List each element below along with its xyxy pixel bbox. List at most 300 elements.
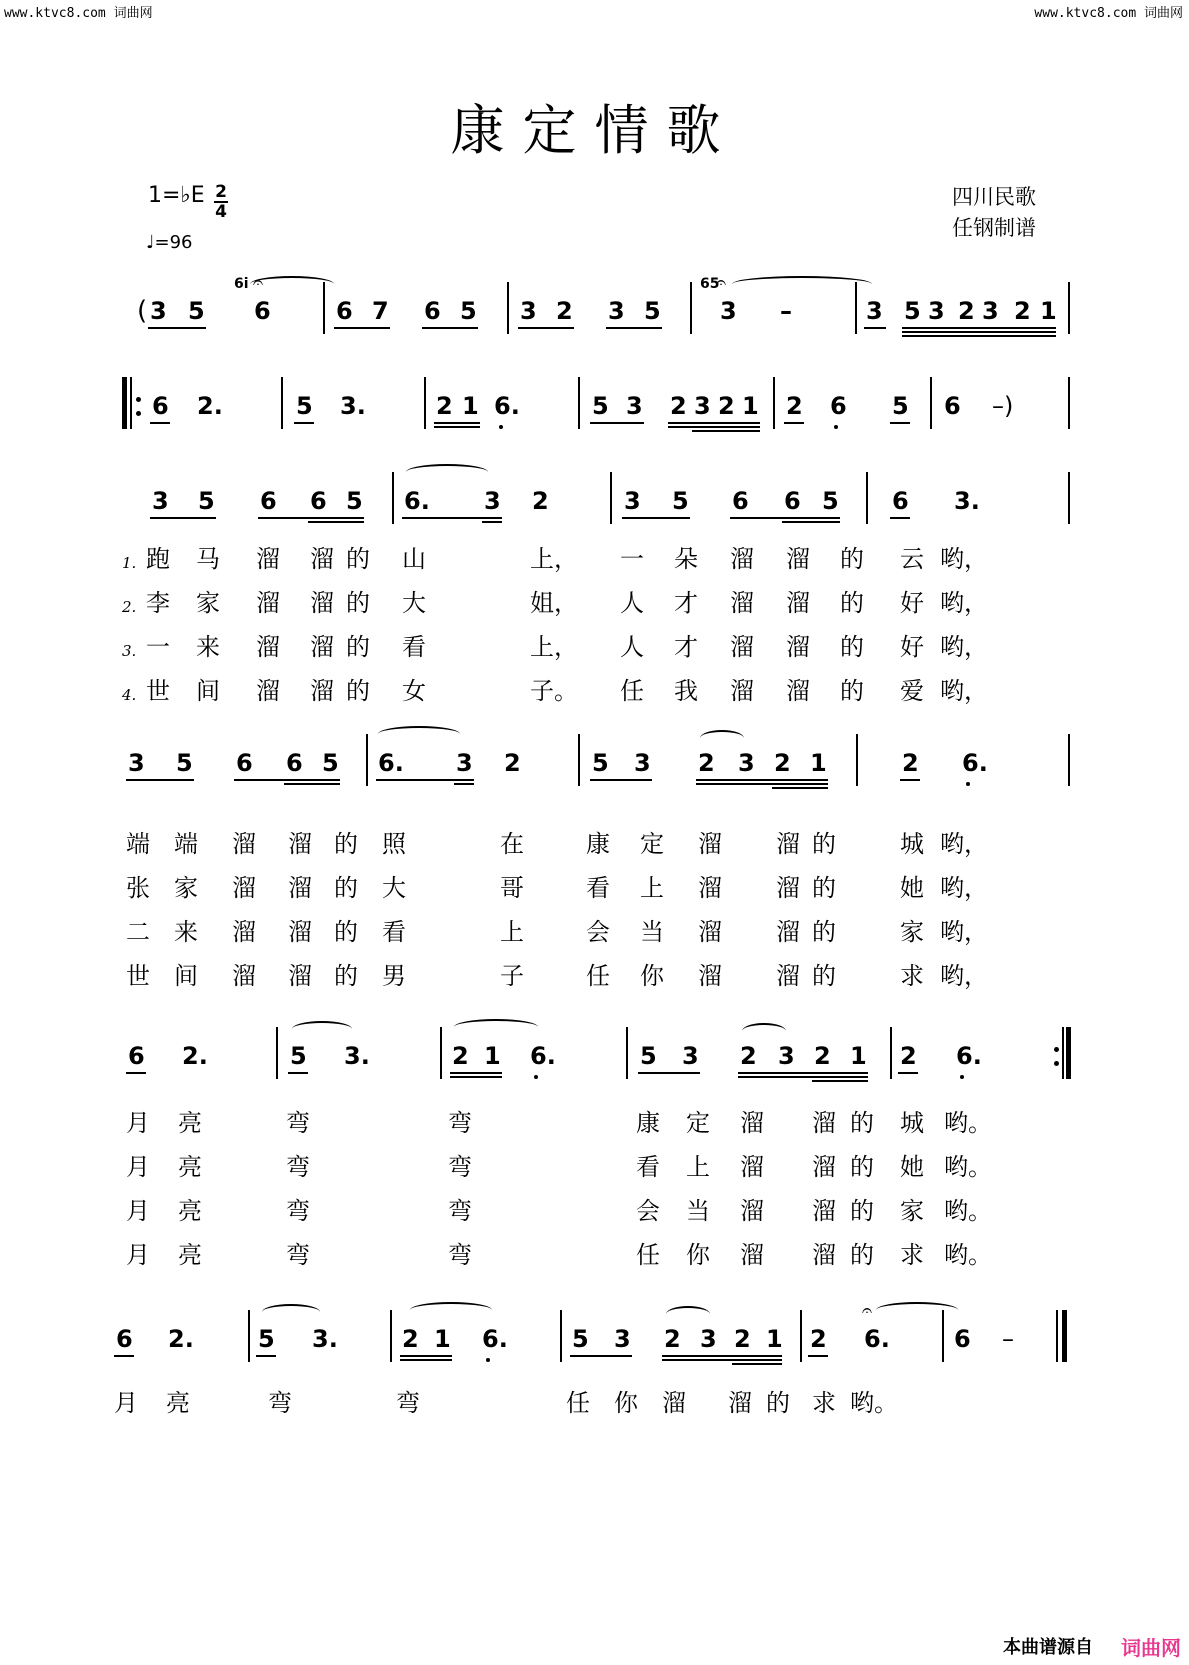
note: 6. bbox=[378, 749, 404, 777]
note: 2 bbox=[402, 1325, 419, 1353]
note: 6. bbox=[404, 487, 430, 515]
underline bbox=[126, 779, 194, 781]
lyric-char: 溜 bbox=[786, 677, 810, 705]
lyric-char: 溜 bbox=[812, 1197, 836, 1225]
lyric-char: 亮 bbox=[178, 1109, 202, 1137]
underline bbox=[150, 422, 170, 424]
slur bbox=[406, 464, 488, 480]
lyric-char: 溜 bbox=[698, 830, 722, 858]
note: 3 bbox=[624, 487, 641, 515]
barline bbox=[276, 1027, 278, 1079]
note: 2 bbox=[814, 1042, 831, 1070]
repeat-barline bbox=[122, 377, 127, 429]
note: 5 bbox=[822, 487, 839, 515]
note: 1 bbox=[434, 1325, 451, 1353]
lyric-char: 溜 bbox=[232, 830, 256, 858]
note: 2 bbox=[810, 1325, 827, 1353]
lyric-char: 溜 bbox=[776, 918, 800, 946]
note: 5 bbox=[592, 749, 609, 777]
score-line-3 bbox=[0, 486, 1189, 546]
lyric-char: 看 bbox=[636, 1153, 660, 1181]
slur bbox=[292, 1021, 352, 1037]
slur bbox=[732, 276, 872, 292]
lyric-char: 当 bbox=[686, 1197, 710, 1225]
note: 2 bbox=[718, 392, 735, 420]
score-line-1 bbox=[0, 272, 1189, 356]
lyric-char: 的 bbox=[840, 545, 864, 573]
lyric-char: 在 bbox=[500, 830, 524, 858]
lyric-char: 溜 bbox=[288, 874, 312, 902]
lyric-char: 哟， bbox=[940, 918, 988, 946]
lyric-char: 我 bbox=[674, 677, 698, 705]
repeat-dot bbox=[1054, 1061, 1059, 1066]
fermata-icon: 𝄐 bbox=[716, 272, 727, 293]
underline bbox=[334, 327, 390, 329]
note: – bbox=[1002, 1325, 1014, 1353]
song-arranger: 任钢制谱 bbox=[952, 216, 1036, 240]
note: 6 bbox=[128, 1042, 145, 1070]
low-dot bbox=[486, 1358, 490, 1362]
note: 2 bbox=[740, 1042, 757, 1070]
note: 2 bbox=[670, 392, 687, 420]
site-url-right[interactable]: www.ktvc8.com 词曲网 bbox=[1034, 6, 1183, 21]
barline bbox=[392, 472, 394, 524]
lyric-char: 哟， bbox=[940, 545, 988, 573]
underline bbox=[258, 517, 364, 519]
underline bbox=[570, 1355, 632, 1357]
lyric-char: 哟。 bbox=[944, 1197, 992, 1225]
note: 2 bbox=[734, 1325, 751, 1353]
lyric-char: 弯 bbox=[448, 1241, 472, 1269]
underline bbox=[638, 1072, 700, 1074]
lyric-char: 李 bbox=[146, 589, 170, 617]
note: 2. bbox=[197, 392, 223, 420]
note: 3 bbox=[150, 297, 167, 325]
underline bbox=[288, 1072, 308, 1074]
lyric-char: 哟， bbox=[940, 633, 988, 661]
note: 3 bbox=[700, 1325, 717, 1353]
slur bbox=[742, 1023, 786, 1039]
note: 2 bbox=[664, 1325, 681, 1353]
note: 5 bbox=[322, 749, 339, 777]
lyric-char: 子。 bbox=[530, 677, 578, 705]
final-barline bbox=[1062, 1310, 1067, 1362]
note: 5 bbox=[672, 487, 689, 515]
slur bbox=[250, 276, 334, 292]
lyric-char: 大 bbox=[382, 874, 406, 902]
lyric-char: 的 bbox=[850, 1241, 874, 1269]
lyric-char: 的 bbox=[812, 962, 836, 990]
lyric-char: 哥 bbox=[500, 874, 524, 902]
lyric-char: 上， bbox=[530, 633, 578, 661]
barline bbox=[1068, 282, 1070, 334]
underline bbox=[732, 1363, 782, 1365]
note: 6 bbox=[236, 749, 253, 777]
note: 6 bbox=[944, 392, 961, 420]
underline bbox=[402, 517, 502, 519]
lyric-char: 求 bbox=[900, 962, 924, 990]
lyric-char: 间 bbox=[196, 677, 220, 705]
lyric-char: 上， bbox=[530, 545, 578, 573]
lyric-char: 世 bbox=[146, 677, 170, 705]
lyric-char: 张 bbox=[126, 874, 150, 902]
score-line-2 bbox=[0, 391, 1189, 451]
verse-number: 1. bbox=[122, 554, 137, 572]
barline bbox=[578, 734, 580, 786]
lyric-char: 月 bbox=[126, 1241, 150, 1269]
lyric-char: 溜 bbox=[232, 874, 256, 902]
note: 2 bbox=[774, 749, 791, 777]
underline bbox=[662, 1359, 782, 1361]
lyric-char: 任 bbox=[566, 1389, 590, 1417]
repeat-dot bbox=[136, 411, 141, 416]
underline bbox=[662, 1355, 782, 1357]
note: 6 bbox=[116, 1325, 133, 1353]
note: 3. bbox=[340, 392, 366, 420]
time-top: 2 bbox=[215, 182, 227, 202]
barline bbox=[855, 282, 857, 334]
lyric-char: 弯 bbox=[448, 1197, 472, 1225]
slur bbox=[410, 1302, 492, 1318]
note: 1 bbox=[850, 1042, 867, 1070]
lyric-char: 亮 bbox=[166, 1389, 190, 1417]
note: 3 bbox=[456, 749, 473, 777]
song-title: 康定情歌 bbox=[450, 99, 739, 162]
note: 6. bbox=[530, 1042, 556, 1070]
barline bbox=[248, 1310, 250, 1362]
lyric-char: 弯 bbox=[448, 1153, 472, 1181]
underline bbox=[772, 787, 828, 789]
low-dot bbox=[834, 425, 838, 429]
underline bbox=[738, 1076, 868, 1078]
underline bbox=[902, 327, 1056, 329]
underline bbox=[256, 1355, 276, 1357]
site-url-left[interactable]: www.ktvc8.com 词曲网 bbox=[4, 6, 153, 21]
lyric-char: 世 bbox=[126, 962, 150, 990]
lyric-char: 她 bbox=[900, 1153, 924, 1181]
lyric-char: 溜 bbox=[776, 874, 800, 902]
note: 6 bbox=[152, 392, 169, 420]
lyric-char: 的 bbox=[812, 918, 836, 946]
barline bbox=[800, 1310, 802, 1362]
lyric-char: 弯 bbox=[286, 1109, 310, 1137]
lyric-char: 会 bbox=[636, 1197, 660, 1225]
note: 3 bbox=[982, 297, 999, 325]
lyric-char: 城 bbox=[900, 830, 924, 858]
lyric-char: 你 bbox=[614, 1389, 638, 1417]
lyric-char: 哟， bbox=[940, 962, 988, 990]
lyric-char: 女 bbox=[402, 677, 426, 705]
lyric-char: 男 bbox=[382, 962, 406, 990]
note: 6 bbox=[892, 487, 909, 515]
lyric-char: 康 bbox=[586, 830, 610, 858]
lyric-char: 溜 bbox=[310, 589, 334, 617]
underline bbox=[450, 1076, 502, 1078]
note: –) bbox=[992, 392, 1014, 420]
note: 2 bbox=[504, 749, 521, 777]
note: 6. bbox=[962, 749, 988, 777]
note: 1 bbox=[1040, 297, 1057, 325]
underline bbox=[148, 327, 206, 329]
barline bbox=[773, 377, 775, 429]
time-signature bbox=[214, 183, 228, 221]
note: 3. bbox=[954, 487, 980, 515]
low-dot bbox=[960, 1075, 964, 1079]
lyric-char: 家 bbox=[900, 918, 924, 946]
barline bbox=[440, 1027, 442, 1079]
lyric-char: 弯 bbox=[286, 1197, 310, 1225]
note: 6 bbox=[424, 297, 441, 325]
underline bbox=[454, 783, 474, 785]
note: 7 bbox=[372, 297, 389, 325]
underline bbox=[898, 1072, 918, 1074]
site-logo[interactable]: 词曲网 bbox=[1121, 1636, 1181, 1660]
underline bbox=[284, 783, 340, 785]
lyric-char: 间 bbox=[174, 962, 198, 990]
lyric-char: 照 bbox=[382, 830, 406, 858]
lyric-char: 跑 bbox=[146, 545, 170, 573]
lyric-char: 的 bbox=[840, 589, 864, 617]
note: 3 bbox=[152, 487, 169, 515]
lyric-char: 亮 bbox=[178, 1241, 202, 1269]
note: 2 bbox=[698, 749, 715, 777]
note: 3 bbox=[614, 1325, 631, 1353]
lyric-char: 任 bbox=[586, 962, 610, 990]
lyric-char: 你 bbox=[686, 1241, 710, 1269]
barline bbox=[578, 377, 580, 429]
slur bbox=[454, 1019, 538, 1035]
lyric-char: 端 bbox=[126, 830, 150, 858]
lyric-char: 哟， bbox=[940, 589, 988, 617]
note: 6 bbox=[286, 749, 303, 777]
lyric-char: 哟， bbox=[940, 830, 988, 858]
lyric-char: 溜 bbox=[786, 545, 810, 573]
note: 2 bbox=[556, 297, 573, 325]
fermata-icon: 𝄐 bbox=[253, 272, 264, 293]
lyric-char: 亮 bbox=[178, 1153, 202, 1181]
underline bbox=[434, 426, 480, 428]
note: 3. bbox=[344, 1042, 370, 1070]
repeat-dot bbox=[1054, 1047, 1059, 1052]
lyric-char: 任 bbox=[620, 677, 644, 705]
note: 2. bbox=[168, 1325, 194, 1353]
note: 1 bbox=[766, 1325, 783, 1353]
lyric-char: 家 bbox=[174, 874, 198, 902]
lyric-char: 的 bbox=[346, 633, 370, 661]
lyric-char: 哟。 bbox=[944, 1109, 992, 1137]
lyric-char: 马 bbox=[196, 545, 220, 573]
note: 6 bbox=[336, 297, 353, 325]
lyric-char: 溜 bbox=[256, 677, 280, 705]
note: 5 bbox=[290, 1042, 307, 1070]
note: 5 bbox=[904, 297, 921, 325]
lyric-char: 溜 bbox=[288, 918, 312, 946]
lyric-char: 云 bbox=[900, 545, 924, 573]
lyric-char: 溜 bbox=[310, 545, 334, 573]
underline bbox=[114, 1355, 134, 1357]
lyric-char: 的 bbox=[334, 918, 358, 946]
lyric-char: 弯 bbox=[448, 1109, 472, 1137]
lyric-char: 来 bbox=[174, 918, 198, 946]
barline bbox=[507, 282, 509, 334]
lyric-char: 爱 bbox=[900, 677, 924, 705]
lyric-char: 的 bbox=[812, 830, 836, 858]
lyric-char: 好 bbox=[900, 633, 924, 661]
underline bbox=[692, 430, 760, 432]
lyric-char: 溜 bbox=[232, 962, 256, 990]
underline bbox=[696, 779, 828, 781]
note: 3 bbox=[738, 749, 755, 777]
lyric-char: 的 bbox=[812, 874, 836, 902]
underline bbox=[126, 1072, 146, 1074]
fermata-icon: 𝄐 bbox=[862, 1300, 873, 1321]
underline bbox=[622, 517, 690, 519]
note: 5 bbox=[592, 392, 609, 420]
underline bbox=[668, 422, 760, 424]
lyric-char: 的 bbox=[334, 830, 358, 858]
lyric-char: 溜 bbox=[256, 589, 280, 617]
lyric-char: 溜 bbox=[786, 633, 810, 661]
note: 2 bbox=[436, 392, 453, 420]
lyric-char: 的 bbox=[766, 1389, 790, 1417]
underline bbox=[400, 1359, 452, 1361]
note: 5 bbox=[346, 487, 363, 515]
lyric-char: 的 bbox=[840, 677, 864, 705]
note: 3 bbox=[866, 297, 883, 325]
lyric-char: 家 bbox=[900, 1197, 924, 1225]
slur bbox=[700, 730, 744, 746]
barline bbox=[1068, 734, 1070, 786]
lyric-char: 亮 bbox=[178, 1197, 202, 1225]
underline bbox=[294, 422, 314, 424]
lyric-char: 才 bbox=[674, 589, 698, 617]
note: 3 bbox=[626, 392, 643, 420]
slur bbox=[262, 1304, 320, 1320]
lyric-char: 二 bbox=[126, 918, 150, 946]
lyric-char: 溜 bbox=[662, 1389, 686, 1417]
lyric-char: 哟， bbox=[940, 677, 988, 705]
lyric-char: 月 bbox=[114, 1389, 138, 1417]
lyric-char: 你 bbox=[640, 962, 664, 990]
barline bbox=[890, 1027, 892, 1079]
low-dot bbox=[966, 782, 970, 786]
note: 6 bbox=[310, 487, 327, 515]
lyric-char: 弯 bbox=[396, 1389, 420, 1417]
lyric-char: 的 bbox=[346, 589, 370, 617]
barline bbox=[1068, 472, 1070, 524]
lyric-char: 山 bbox=[402, 545, 426, 573]
underline bbox=[668, 426, 760, 428]
lyric-char: 溜 bbox=[740, 1197, 764, 1225]
note: 5 bbox=[640, 1042, 657, 1070]
barline bbox=[366, 734, 368, 786]
note: 1 bbox=[484, 1042, 501, 1070]
note: 3 bbox=[634, 749, 651, 777]
lyric-char: 溜 bbox=[730, 633, 754, 661]
barline bbox=[866, 472, 868, 524]
lyric-char: 上 bbox=[640, 874, 664, 902]
lyric-char: 溜 bbox=[256, 545, 280, 573]
note: 1 bbox=[462, 392, 479, 420]
barline bbox=[390, 1310, 392, 1362]
lyric-char: 溜 bbox=[740, 1241, 764, 1269]
lyric-char: 看 bbox=[382, 918, 406, 946]
note: 2 bbox=[786, 392, 803, 420]
underline bbox=[518, 327, 574, 329]
note: 5 bbox=[892, 392, 909, 420]
barline bbox=[1056, 1310, 1058, 1362]
note: 6 bbox=[954, 1325, 971, 1353]
note: 3 bbox=[484, 487, 501, 515]
note: 2. bbox=[182, 1042, 208, 1070]
note: 3 bbox=[128, 749, 145, 777]
lyric-char: 一 bbox=[146, 633, 170, 661]
note: 5 bbox=[176, 749, 193, 777]
barline bbox=[930, 377, 932, 429]
note: 3 bbox=[608, 297, 625, 325]
underline bbox=[890, 517, 910, 519]
lyric-char: 一 bbox=[620, 545, 644, 573]
lyric-char: 才 bbox=[674, 633, 698, 661]
lyric-char: 弯 bbox=[286, 1241, 310, 1269]
underline bbox=[400, 1355, 452, 1357]
lyric-char: 溜 bbox=[812, 1153, 836, 1181]
note: 3 bbox=[778, 1042, 795, 1070]
note: – bbox=[780, 297, 792, 325]
note: 6 bbox=[784, 487, 801, 515]
barline bbox=[856, 734, 858, 786]
lyric-char: 端 bbox=[174, 830, 198, 858]
lyric-char: 家 bbox=[196, 589, 220, 617]
lyric-char: 月 bbox=[126, 1109, 150, 1137]
open-paren: ( bbox=[137, 296, 148, 326]
note: 1 bbox=[810, 749, 827, 777]
note: 3. bbox=[312, 1325, 338, 1353]
low-dot bbox=[499, 425, 503, 429]
lyric-char: 溜 bbox=[786, 589, 810, 617]
lyric-char: 溜 bbox=[730, 545, 754, 573]
time-bottom: 4 bbox=[215, 202, 227, 222]
tempo-marking: ♩=96 bbox=[146, 232, 193, 253]
lyric-char: 溜 bbox=[812, 1109, 836, 1137]
note: 5 bbox=[644, 297, 661, 325]
barline bbox=[560, 1310, 562, 1362]
lyric-char: 来 bbox=[196, 633, 220, 661]
lyric-char: 她 bbox=[900, 874, 924, 902]
note: 2 bbox=[902, 749, 919, 777]
lyric-char: 的 bbox=[840, 633, 864, 661]
source-label: 本曲谱源自 bbox=[1003, 1637, 1093, 1658]
barline bbox=[610, 472, 612, 524]
verse-number: 2. bbox=[122, 598, 137, 616]
underline bbox=[864, 327, 886, 329]
underline bbox=[308, 521, 364, 523]
lyric-char: 溜 bbox=[730, 677, 754, 705]
lyric-char: 的 bbox=[850, 1197, 874, 1225]
barline bbox=[281, 377, 283, 429]
lyric-char: 人 bbox=[620, 589, 644, 617]
lyric-char: 溜 bbox=[256, 633, 280, 661]
note: 2 bbox=[958, 297, 975, 325]
lyric-char: 求 bbox=[812, 1389, 836, 1417]
lyric-char: 弯 bbox=[286, 1153, 310, 1181]
lyric-char: 溜 bbox=[776, 830, 800, 858]
underline bbox=[150, 517, 216, 519]
lyric-char: 哟。 bbox=[944, 1153, 992, 1181]
lyric-char: 定 bbox=[640, 830, 664, 858]
lyric-char: 子 bbox=[500, 962, 524, 990]
lyric-char: 哟， bbox=[940, 874, 988, 902]
